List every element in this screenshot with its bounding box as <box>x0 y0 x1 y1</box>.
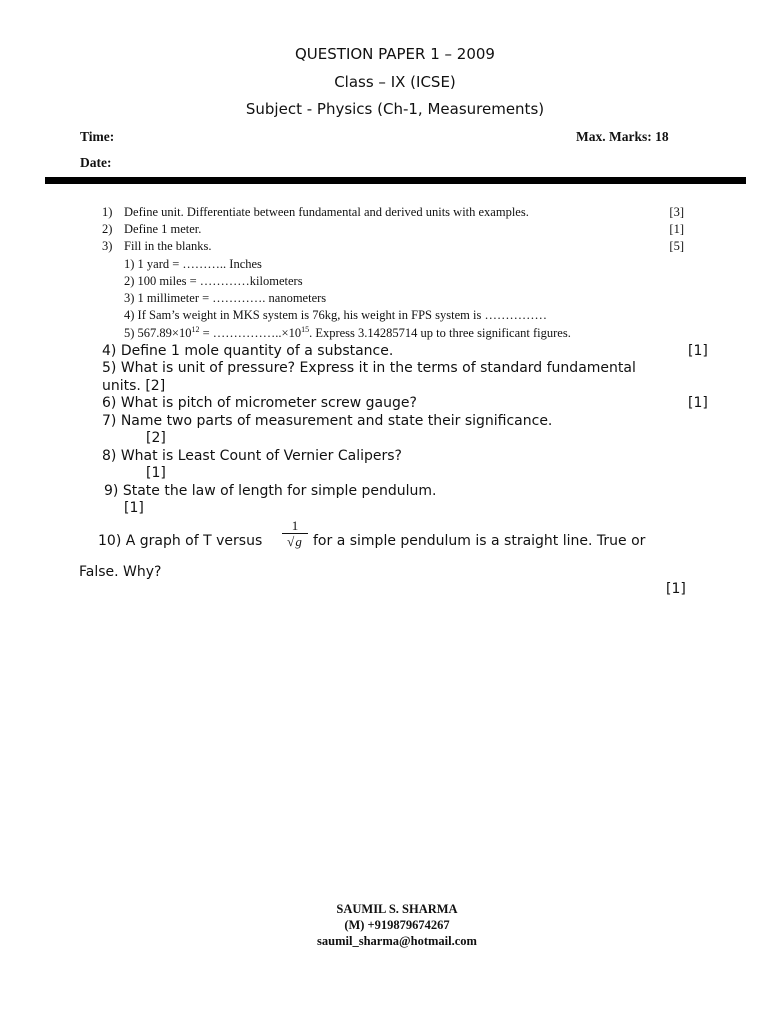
q8-text: 8) What is Least Count of Vernier Calipers? <box>102 448 402 464</box>
blank-item: 3) 1 millimeter = …………. nanometers <box>124 291 327 305</box>
sqrt-icon: √ <box>287 534 295 549</box>
q10-marks: [1] <box>666 581 686 597</box>
q10-text-pre: 10) A graph of T versus <box>98 533 263 549</box>
q10-text-cont: False. Why? <box>79 564 162 580</box>
author-email: saumil_sharma@hotmail.com <box>317 934 477 948</box>
blank5-part-c: . Express 3.14285714 up to three significant figures. <box>309 326 571 341</box>
author-phone: (M) +919879674267 <box>344 918 450 932</box>
q6-text: 6) What is pitch of micrometer screw gauge? <box>102 395 417 411</box>
blank5-part-a: 5) 567.89×10 <box>124 326 192 341</box>
q10-fraction-numerator: 1 <box>291 518 299 533</box>
paper-title: QUESTION PAPER 1 – 2009 <box>295 45 495 63</box>
blank5-exp-b: 15 <box>301 325 310 334</box>
subject-line: Subject - Physics (Ch-1, Measurements) <box>245 100 545 118</box>
q3-text: Fill in the blanks. <box>124 239 212 253</box>
q10-fraction-denominator <box>282 533 308 550</box>
q10-fraction <box>282 519 308 550</box>
q2-marks: [1] <box>669 222 684 236</box>
q1-text: Define unit. Differentiate between fundamental and derived units with examples. <box>124 205 529 219</box>
q7-text: 7) Name two parts of measurement and state their significance. <box>102 413 553 429</box>
q9-text: 9) State the law of length for simple pendulum. <box>104 483 437 499</box>
q2-number: 2) <box>102 222 113 236</box>
q8-marks: [1] <box>146 465 166 481</box>
q10-fraction-radicand: g <box>295 534 302 549</box>
q3-marks: [5] <box>669 239 684 253</box>
blank-item-5 <box>124 325 571 341</box>
q6-marks: [1] <box>688 395 708 411</box>
q3-number: 3) <box>102 239 113 253</box>
q5-text: 5) What is unit of pressure? Express it in the terms of standard fundamental <box>102 360 636 376</box>
q1-marks: [3] <box>669 205 684 219</box>
header-divider <box>45 177 746 184</box>
blank-item: 2) 100 miles = …………kilometers <box>124 274 303 288</box>
class-line: Class – IX (ICSE) <box>334 73 456 91</box>
blank5-part-b: = ……………..×10 <box>199 326 302 341</box>
q9-marks: [1] <box>124 500 144 516</box>
q4-marks: [1] <box>688 343 708 359</box>
max-marks: Max. Marks: 18 <box>576 129 669 144</box>
q10-text-post: for a simple pendulum is a straight line. True or <box>313 533 646 549</box>
blank-item: 1) 1 yard = ……….. Inches <box>124 257 262 271</box>
q1-number: 1) <box>102 205 113 219</box>
q5-text-cont: units. [2] <box>102 378 166 394</box>
time-label: Time: <box>80 129 115 144</box>
blank-item: 4) If Sam’s weight in MKS system is 76kg, his weight in FPS system is …………… <box>124 308 547 322</box>
date-label: Date: <box>80 155 112 170</box>
q4-text: 4) Define 1 mole quantity of a substance. <box>102 343 394 359</box>
author-name: SAUMIL S. SHARMA <box>336 902 458 916</box>
q2-text: Define 1 meter. <box>124 222 202 236</box>
q7-marks: [2] <box>146 430 166 446</box>
blank5-exp-a: 12 <box>191 325 200 334</box>
